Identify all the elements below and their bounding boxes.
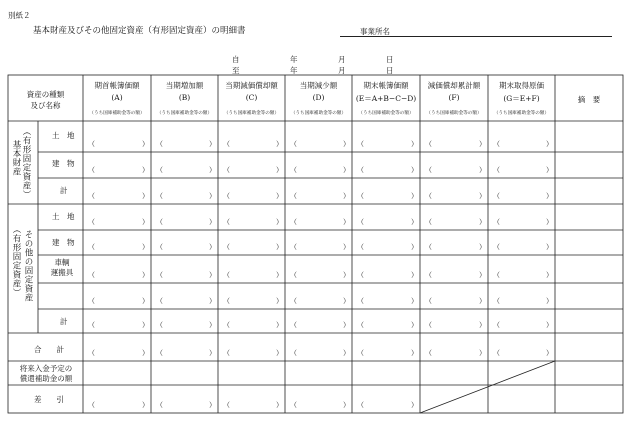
row-label-subsidy: 将来入金予定の 償還補助金の額 xyxy=(19,364,73,383)
cell-close-paren: ） xyxy=(479,271,486,279)
cell-open-paren: （ xyxy=(290,166,297,174)
cell-close-paren: ） xyxy=(209,166,216,174)
cell-close-paren: ） xyxy=(343,218,350,226)
cell-close-paren: ） xyxy=(209,297,216,305)
cell-close-paren: ） xyxy=(411,401,418,409)
cell-close-paren: ） xyxy=(276,321,283,329)
cell-open-paren: （ xyxy=(493,349,500,357)
group-other-assets-title: その他の固定資産 xyxy=(23,230,33,302)
column-sub-6: （うち国庫補助金等の額） xyxy=(426,111,482,116)
cell-open-paren: （ xyxy=(290,192,297,200)
cell-open-paren: （ xyxy=(88,271,95,279)
cell-open-paren: （ xyxy=(88,140,95,148)
period-from-month: 月 xyxy=(338,55,346,64)
cell-open-paren: （ xyxy=(290,297,297,305)
cell-open-paren: （ xyxy=(290,401,297,409)
period-from-day: 日 xyxy=(386,55,394,64)
cell-open-paren: （ xyxy=(156,297,163,305)
period-to-year: 年 xyxy=(290,66,298,75)
cell-open-paren: （ xyxy=(425,166,432,174)
cell-close-paren: ） xyxy=(276,243,283,251)
cell-close-paren: ） xyxy=(546,349,553,357)
period-to-day: 日 xyxy=(386,66,394,75)
cell-open-paren: （ xyxy=(290,349,297,357)
cell-close-paren: ） xyxy=(479,140,486,148)
group-basic-assets-title: 基本財産 xyxy=(11,140,21,176)
cell-close-paren: ） xyxy=(209,321,216,329)
cell-close-paren: ） xyxy=(343,166,350,174)
cell-close-paren: ） xyxy=(209,218,216,226)
group-basic-assets-label xyxy=(20,127,31,201)
column-header-7: 期末取得原価 xyxy=(499,81,544,90)
cell-open-paren: （ xyxy=(493,166,500,174)
header-remarks: 摘 要 xyxy=(577,95,601,104)
cell-open-paren: （ xyxy=(223,218,230,226)
row-label-difference: 差 引 xyxy=(34,395,64,404)
column-code-2: (B) xyxy=(178,93,191,102)
header-asset-type: 資産の種類 及び名称 xyxy=(26,90,65,110)
cell-open-paren: （ xyxy=(156,271,163,279)
row-label-total: 合 計 xyxy=(34,345,64,354)
cell-close-paren: ） xyxy=(209,192,216,200)
cell-close-paren: ） xyxy=(142,140,149,148)
cell-close-paren: ） xyxy=(276,297,283,305)
cell-open-paren: （ xyxy=(223,166,230,174)
period-from-year: 年 xyxy=(290,55,298,64)
column-sub-4: （うち国庫補助金等の額） xyxy=(290,111,347,116)
column-header-2: 当期増加額 xyxy=(165,81,204,90)
row-label-vehicles: 車輌 運搬具 xyxy=(50,258,74,277)
cell-open-paren: （ xyxy=(290,218,297,226)
cell-open-paren: （ xyxy=(357,297,364,305)
cell-open-paren: （ xyxy=(156,166,163,174)
cell-open-paren: （ xyxy=(493,271,500,279)
cell-close-paren: ） xyxy=(343,243,350,251)
cell-open-paren: （ xyxy=(223,349,230,357)
cell-open-paren: （ xyxy=(493,297,500,305)
cell-close-paren: ） xyxy=(142,349,149,357)
cell-close-paren: ） xyxy=(142,218,149,226)
cell-close-paren: ） xyxy=(276,271,283,279)
cell-open-paren: （ xyxy=(156,243,163,251)
cell-open-paren: （ xyxy=(156,140,163,148)
cell-close-paren: ） xyxy=(546,297,553,305)
cell-close-paren: ） xyxy=(411,321,418,329)
cell-open-paren: （ xyxy=(425,321,432,329)
cell-close-paren: ） xyxy=(479,297,486,305)
cell-open-paren: （ xyxy=(223,297,230,305)
cell-close-paren: ） xyxy=(142,243,149,251)
cell-close-paren: ） xyxy=(546,271,553,279)
row-label-building-2: 建 物 xyxy=(52,238,75,247)
row-label-building-1: 建 物 xyxy=(52,159,75,168)
period-to-label: 至 xyxy=(232,66,240,75)
cell-close-paren: ） xyxy=(479,218,486,226)
cell-open-paren: （ xyxy=(493,218,500,226)
cell-close-paren: ） xyxy=(546,166,553,174)
cell-close-paren: ） xyxy=(411,140,418,148)
column-header-1: 期首帳簿価額 xyxy=(94,81,140,90)
cell-close-paren: ） xyxy=(479,166,486,174)
form-label: 別紙２ xyxy=(8,11,31,20)
cell-open-paren: （ xyxy=(493,243,500,251)
column-sub-5: （うち国庫補助金等の額） xyxy=(358,111,414,116)
cell-close-paren: ） xyxy=(142,271,149,279)
cell-open-paren: （ xyxy=(88,321,95,329)
row-label-land-1: 土 地 xyxy=(52,131,75,140)
cell-close-paren: ） xyxy=(276,166,283,174)
cell-open-paren: （ xyxy=(88,297,95,305)
cell-close-paren: ） xyxy=(343,349,350,357)
period-from-label: 自 xyxy=(232,55,240,64)
cell-open-paren: （ xyxy=(357,192,364,200)
cell-open-paren: （ xyxy=(357,271,364,279)
cell-close-paren: ） xyxy=(546,321,553,329)
cell-close-paren: ） xyxy=(209,349,216,357)
cell-open-paren: （ xyxy=(156,401,163,409)
column-code-4: (D) xyxy=(312,93,325,102)
cell-open-paren: （ xyxy=(88,349,95,357)
cell-close-paren: ） xyxy=(276,140,283,148)
cell-open-paren: （ xyxy=(156,218,163,226)
cell-open-paren: （ xyxy=(425,271,432,279)
cell-close-paren: ） xyxy=(276,349,283,357)
cell-open-paren: （ xyxy=(88,218,95,226)
cell-open-paren: （ xyxy=(290,140,297,148)
cell-close-paren: ） xyxy=(276,192,283,200)
cell-close-paren: ） xyxy=(411,349,418,357)
cell-open-paren: （ xyxy=(425,297,432,305)
group-basic-assets-sublabel: （有形固定資産） xyxy=(21,127,31,199)
cell-open-paren: （ xyxy=(357,401,364,409)
cell-open-paren: （ xyxy=(156,349,163,357)
cell-open-paren: （ xyxy=(223,321,230,329)
cell-open-paren: （ xyxy=(357,140,364,148)
cell-open-paren: （ xyxy=(223,243,230,251)
column-sub-1: （うち国庫補助金等の額） xyxy=(89,111,145,116)
cell-close-paren: ） xyxy=(343,271,350,279)
cell-close-paren: ） xyxy=(411,243,418,251)
cell-open-paren: （ xyxy=(357,218,364,226)
cell-open-paren: （ xyxy=(88,166,95,174)
cell-open-paren: （ xyxy=(156,192,163,200)
form-title: 基本財産及びその他固定資産（有形固定資産）の明細書 xyxy=(33,26,246,36)
cell-close-paren: ） xyxy=(411,271,418,279)
cell-close-paren: ） xyxy=(276,401,283,409)
period-to-month: 月 xyxy=(338,66,346,75)
column-code-7: (G＝E+F) xyxy=(503,94,540,103)
cell-open-paren: （ xyxy=(290,271,297,279)
column-header-6: 減価償却累計額 xyxy=(427,81,481,90)
cell-close-paren: ） xyxy=(546,192,553,200)
column-code-6: (F) xyxy=(448,93,460,102)
column-header-4: 当期減少額 xyxy=(299,81,338,90)
cell-open-paren: （ xyxy=(357,321,364,329)
cell-open-paren: （ xyxy=(425,192,432,200)
cell-close-paren: ） xyxy=(142,192,149,200)
cell-open-paren: （ xyxy=(493,192,500,200)
cell-close-paren: ） xyxy=(343,297,350,305)
cell-close-paren: ） xyxy=(209,401,216,409)
cell-close-paren: ） xyxy=(479,321,486,329)
cell-open-paren: （ xyxy=(425,218,432,226)
column-sub-2: （うち国庫補助金等の額） xyxy=(156,111,213,116)
column-code-5: (E＝A+B−C−D) xyxy=(355,94,417,103)
column-code-3: (C) xyxy=(245,93,258,102)
cell-close-paren: ） xyxy=(209,243,216,251)
column-code-1: (A) xyxy=(111,93,123,102)
cell-open-paren: （ xyxy=(88,192,95,200)
cell-open-paren: （ xyxy=(493,140,500,148)
cell-close-paren: ） xyxy=(142,166,149,174)
cell-open-paren: （ xyxy=(88,401,95,409)
cell-close-paren: ） xyxy=(142,321,149,329)
cell-close-paren: ） xyxy=(546,218,553,226)
cell-close-paren: ） xyxy=(411,218,418,226)
cell-close-paren: ） xyxy=(546,243,553,251)
cell-open-paren: （ xyxy=(223,271,230,279)
cell-close-paren: ） xyxy=(479,349,486,357)
cell-open-paren: （ xyxy=(493,321,500,329)
cell-open-paren: （ xyxy=(425,349,432,357)
cell-close-paren: ） xyxy=(142,401,149,409)
cell-close-paren: ） xyxy=(209,271,216,279)
cell-open-paren: （ xyxy=(88,243,95,251)
cell-open-paren: （ xyxy=(425,243,432,251)
cell-close-paren: ） xyxy=(411,297,418,305)
office-label: 事業所名 xyxy=(360,27,390,36)
cell-close-paren: ） xyxy=(142,297,149,305)
cell-close-paren: ） xyxy=(343,401,350,409)
cell-open-paren: （ xyxy=(223,401,230,409)
row-label-subtotal-2: 計 xyxy=(60,317,68,326)
cell-open-paren: （ xyxy=(156,321,163,329)
cell-close-paren: ） xyxy=(411,166,418,174)
column-header-5: 期末帳簿価額 xyxy=(363,81,409,90)
cell-close-paren: ） xyxy=(209,140,216,148)
cell-close-paren: ） xyxy=(343,321,350,329)
column-sub-7: （うち国庫補助金等の額） xyxy=(493,111,550,116)
cell-open-paren: （ xyxy=(290,321,297,329)
cell-open-paren: （ xyxy=(357,166,364,174)
cell-close-paren: ） xyxy=(343,192,350,200)
column-header-3: 当期減価償却額 xyxy=(225,81,278,90)
cell-close-paren: ） xyxy=(343,140,350,148)
cell-open-paren: （ xyxy=(357,243,364,251)
cell-open-paren: （ xyxy=(223,140,230,148)
cell-open-paren: （ xyxy=(290,243,297,251)
cell-open-paren: （ xyxy=(425,140,432,148)
row-label-land-2: 土 地 xyxy=(52,212,75,221)
cell-close-paren: ） xyxy=(411,192,418,200)
cell-close-paren: ） xyxy=(546,140,553,148)
cell-open-paren: （ xyxy=(357,349,364,357)
cell-close-paren: ） xyxy=(276,218,283,226)
row-label-subtotal-1: 計 xyxy=(60,186,68,195)
column-sub-3: （うち国庫補助金等の額） xyxy=(223,111,280,116)
cell-open-paren: （ xyxy=(223,192,230,200)
cell-close-paren: ） xyxy=(479,192,486,200)
cell-close-paren: ） xyxy=(479,243,486,251)
group-other-assets-sublabel: （有形固定資産） xyxy=(11,225,21,297)
